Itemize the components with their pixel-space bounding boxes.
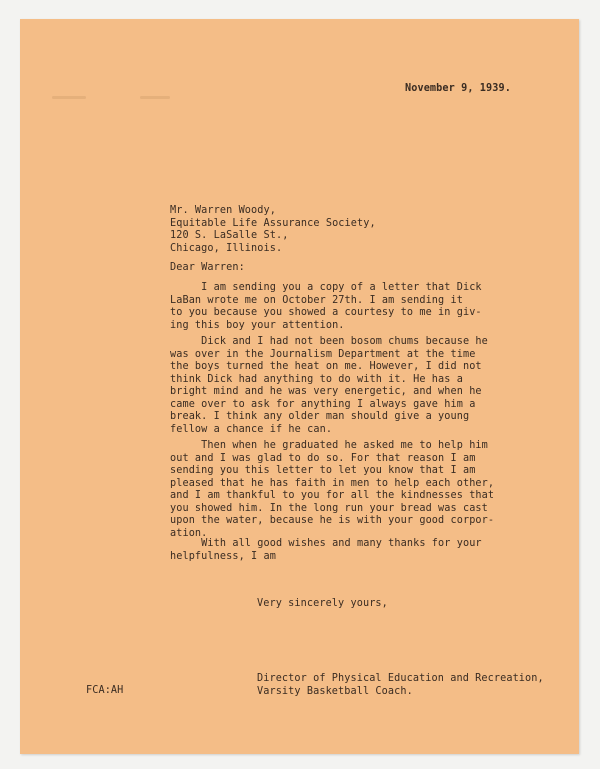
address-line: Mr. Warren Woody, [170, 205, 276, 216]
complimentary-closing: Very sincerely yours, [257, 598, 388, 609]
reference-initials: FCA:AH [86, 685, 124, 696]
salutation: Dear Warren: [170, 262, 245, 273]
body-paragraph-2: Dick and I had not been bosom chums because he was over in the Journalism Department at the time the boys turned the heat on me. However, I did not think Dick had anything to do with it. He has a bright mind and he was very energetic, and when he came over to ask for anything I always gave him a break. I think any older man should give a young fellow a chance if he can. [170, 336, 488, 435]
body-paragraph-3: Then when he graduated he asked me to help him out and I was glad to do so. For that reason I am sending you this letter to let you know that I am pleased that he has faith in men to help each other, and I am thankful to you for all the kindnesses that you showed him. In the long run your bread was cast upon the water, because he is with your good corpor- ation. [170, 440, 495, 539]
address-line: 120 S. LaSalle St., [170, 230, 289, 241]
signature-title: Director of Physical Education and Recreation, Varsity Basketball Coach. [257, 673, 544, 697]
address-line: Chicago, Illinois. [170, 242, 283, 254]
recipient-address [170, 205, 376, 255]
faint-mark [52, 96, 86, 99]
body-paragraph-4: With all good wishes and many thanks for your helpfulness, I am [170, 538, 482, 562]
letter-date: November 9, 1939. [405, 83, 511, 94]
faint-mark [140, 96, 170, 99]
address-line: Equitable Life Assurance Society, [170, 217, 376, 229]
body-paragraph-1: I am sending you a copy of a letter that Dick LaBan wrote me on October 27th. I am sending it to you because you showed a courtesy to me in giv- ing this boy your attention. [170, 282, 482, 331]
